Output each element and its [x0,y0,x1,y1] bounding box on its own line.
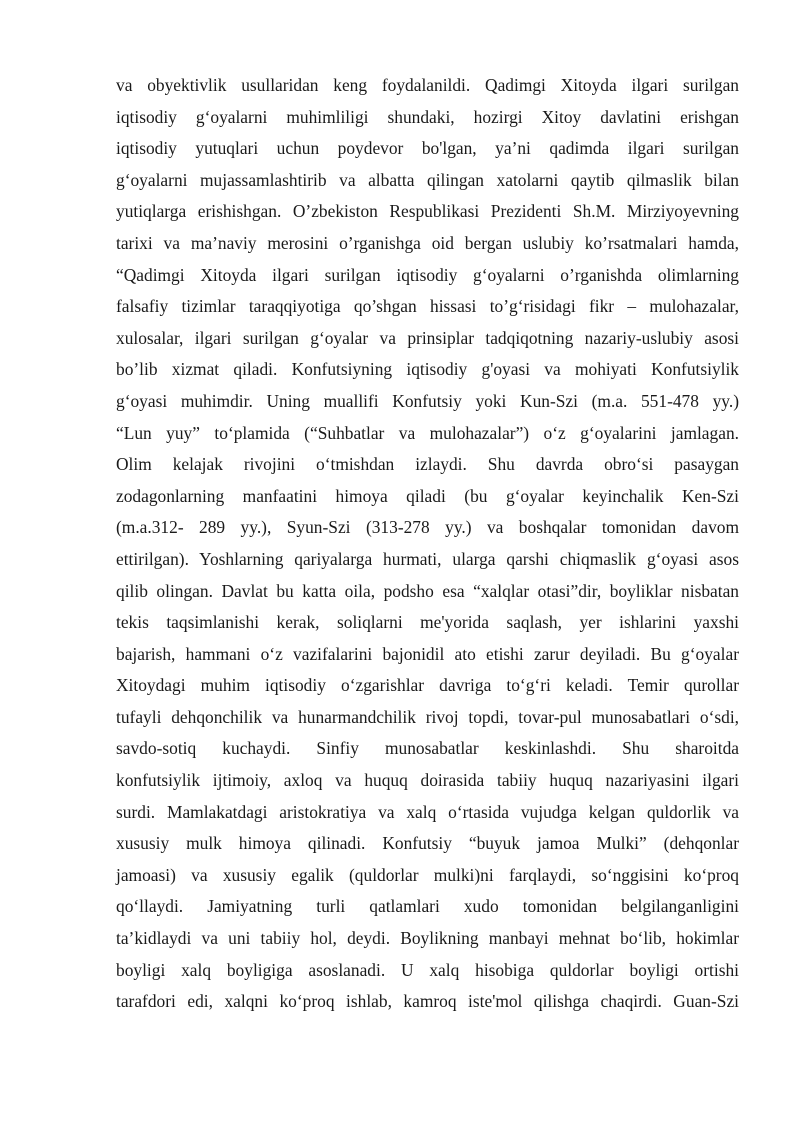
text-line-3: iqtisodiy yutuqlari uchun poydevor bo'lgan, ya’ni qadimda ilgari surilgan [116,138,739,159]
text-line-18: tekis taqsimlanishi kerak, soliqlarni me'yorida saqlash, yer ishlarini yaxshi [116,612,739,633]
text-line-22: savdo-sotiq kuchaydi. Sinfiy munosabatlar keskinlashdi. Shu sharoitda [116,738,739,759]
text-line-4: g‘oyalarni mujassamlashtirib va albatta qilingan xatolarni qaytib qilmaslik bilan [116,169,739,190]
text-line-30: tarafdori edi, xalqni ko‘proq ishlab, kamroq iste'mol qilishga chaqirdi. Guan-Szi [116,991,739,1012]
text-line-26: jamoasi) va xususiy egalik (quldorlar mulki)ni farqlaydi, so‘nggisini ko‘proq [116,864,739,885]
text-line-21: tufayli dehqonchilik va hunarmandchilik rivoj topdi, tovar-pul munosabatlari o‘sdi, [116,706,739,727]
text-line-19: bajarish, hammani o‘z vazifalarini bajonidil ato etishi zarur deyiladi. Bu g‘oyalar [116,643,739,664]
text-line-25: xususiy mulk himoya qilinadi. Konfutsiy “buyuk jamoa Mulki” (dehqonlar [116,833,739,854]
text-line-29: boyligi xalq boyligiga asoslanadi. U xalq hisobiga quldorlar boyligi ortishi [116,959,739,980]
text-line-12: “Lun yuy” to‘plamida (“Suhbatlar va mulohazalar”) o‘z g‘oyalarini jamlagan. [116,422,739,443]
body-text [116,70,739,1018]
text-line-15: (m.a.312- 289 yy.), Syun-Szi (313-278 yy.) va boshqalar tomonidan davom [116,517,739,538]
text-line-13: Olim kelajak rivojini o‘tmishdan izlaydi. Shu davrda obro‘si pasaygan [116,454,739,475]
text-line-24: surdi. Mamlakatdagi aristokratiya va xalq o‘rtasida vujudga kelgan quldorlik va [116,801,739,822]
text-line-8: falsafiy tizimlar taraqqiyotiga qo’shgan hissasi to’g‘risidagi fikr – mulohazalar, [116,296,739,317]
text-line-10: bo’lib xizmat qiladi. Konfutsiyning iqtisodiy g'oyasi va mohiyati Konfutsiylik [116,359,739,380]
text-line-14: zodagonlarning manfaatini himoya qiladi (bu g‘oyalar keyinchalik Ken-Szi [116,485,739,506]
text-line-27: qo‘llaydi. Jamiyatning turli qatlamlari xudo tomonidan belgilanganligini [116,896,739,917]
text-line-20: Xitoydagi muhim iqtisodiy o‘zgarishlar davriga to‘g‘ri keladi. Temir qurollar [116,675,739,696]
text-line-5: yutiqlarga erishishgan. O’zbekiston Respublikasi Prezidenti Sh.M. Mirziyoyevning [116,201,739,222]
text-line-17: qilib olingan. Davlat bu katta oila, podsho esa “xalqlar otasi”dir, boyliklar nisbatan [116,580,739,601]
text-line-7: “Qadimgi Xitoyda ilgari surilgan iqtisodiy g‘oyalarni o’rganishda olimlarning [116,264,739,285]
text-line-11: g‘oyasi muhimdir. Uning muallifi Konfutsiy yoki Kun-Szi (m.a. 551-478 yy.) [116,390,739,411]
text-line-23: konfutsiylik ijtimoiy, axloq va huquq doirasida tabiiy huquq nazariyasini ilgari [116,770,739,791]
text-line-1: va obyektivlik usullaridan keng foydalanildi. Qadimgi Xitoyda ilgari surilgan [116,75,739,95]
text-line-6: tarixi va ma’naviy merosini o’rganishga oid bergan uslubiy ko’rsatmalari hamda, [116,232,739,253]
text-line-28: ta’kidlaydi va uni tabiiy hol, deydi. Boylikning manbayi mehnat bo‘lib, hokimlar [116,928,739,949]
text-line-16: ettirilgan). Yoshlarning qariyalarga hurmati, ularga qarshi chiqmaslik g‘oyasi asos [116,548,739,569]
text-line-2: iqtisodiy g‘oyalarni muhimliligi shundaki, hozirgi Xitoy davlatini erishgan [116,106,739,127]
text-line-9: xulosalar, ilgari surilgan g‘oyalar va prinsiplar tadqiqotning nazariy-uslubiy asosi [116,327,739,348]
